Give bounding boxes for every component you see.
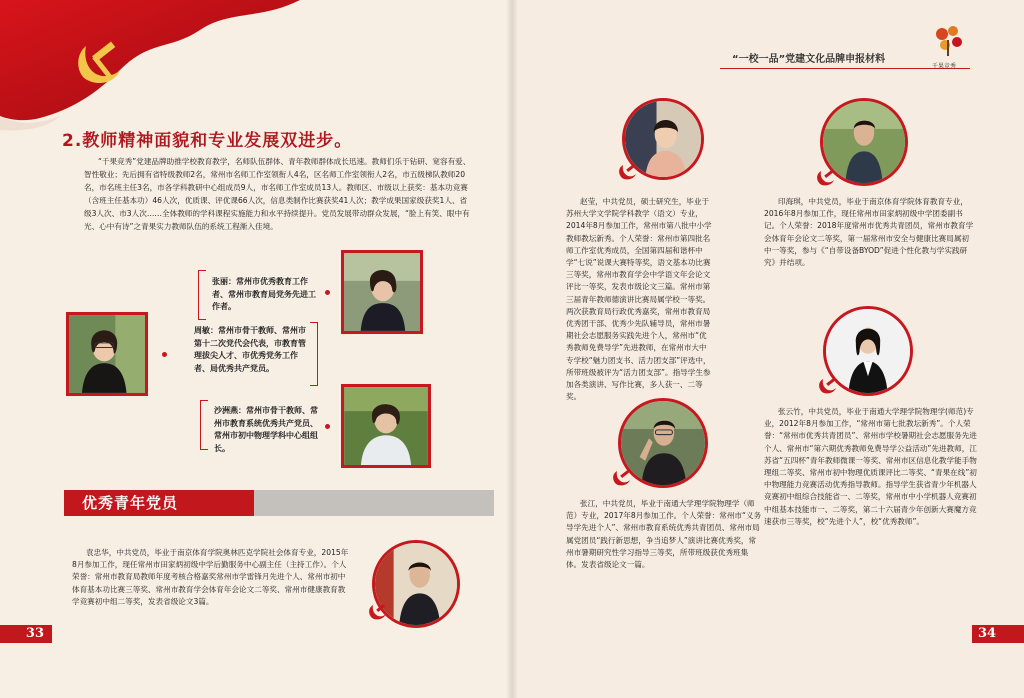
party-flag-graphic — [0, 0, 300, 140]
section-title: 2.教师精神面貌和专业发展双进步。 — [62, 131, 353, 151]
caption-bracket — [198, 270, 206, 320]
connector-dot — [325, 424, 330, 429]
caption-bracket — [200, 400, 208, 450]
hammer-sickle-icon — [612, 470, 632, 486]
member-bio-zhangyunzhu: 张云竹，中共党员，毕业于南通大学理学院物理学(师范)专业，2012年8月参加工作，“常州市第七批教坛新秀”。个人荣誉：“常州市优秀共青团员”、常州市学校暑期社会志愿服务先进个人、常州市“第六期优秀教师免费导学公益活动”先进教师，江苏省“五四杯”青年教师微课一等奖、常州市区信息化教学能手物理组二等奖、常州市初中物理优质课评比二等奖、“青果在线”初中物理能力竞赛活动优秀指导教师。指导学生获省青少年机器人竞赛初中组综合技能省一、二等奖，常州市中小学机器人竞赛初中组基本技能市一、二等奖，第二十六届青少年创新大赛魔方竞速获市三等奖，校“先进个人”，校“优秀教师”。 — [764, 407, 977, 526]
member-bio-yuanzhonghua: 袁忠华，中共党员，毕业于南京体育学院奥林匹克学院社会体育专业，2015年8月参加工作，现任常州市田家炳初级中学后勤服务中心副主任（主持工作）。个人荣誉：常州市教育局教师年度考核合格嘉奖常州市学雷锋月先进个人、常州市初中体育基本功比赛三等奖、常州市教育学会体育年会论文二等奖、常州市健康教育教学竞赛初中组二等奖，发表省级论文3篇。 — [72, 548, 349, 606]
page-number-left: 33 — [0, 625, 52, 643]
banner-label: 优秀青年党员 — [64, 490, 254, 516]
hammer-sickle-icon — [818, 378, 838, 394]
teacher-photo-zhoumin — [66, 312, 148, 396]
member-bio-zhangjiang: 张江，中共党员，毕业于南通大学理学院物理学（师范）专业，2017年8月参加工作。个人荣誉：常州市“义务导学先进个人”、常州市教育系统优秀共青团员、常州市局属党团员“践行新思想，争当追梦人”演讲比赛优秀奖，常州市暑期研究性学习指导三等奖，所带班级获优秀班集体。发表省级论文一篇。 — [566, 499, 762, 570]
caption-bracket — [310, 322, 318, 386]
connector-dot — [325, 290, 330, 295]
brand-logo-caption: 千果竞秀 — [932, 63, 957, 70]
teacher-photo-shazhouyan — [341, 384, 431, 468]
connector-dot — [162, 352, 167, 357]
teacher-photo-zhangli — [341, 250, 423, 334]
portrait-image — [344, 387, 428, 465]
member-bio-yinhaiqi: 印海琪，中共党员，毕业于南京体育学院体育教育专业，2016年8月参加工作，现任常州市田家炳初级中学团委副书记。个人荣誉：2018年度常州市优秀共青团员，常州市教育学会体育年会论文二等奖，第一届常州市安全与健康比赛局属初中一等奖，参与《“自带设备BYOD”促进个性化教与学实践研究》并结项。 — [764, 197, 974, 268]
teacher-caption-zhangli: 张丽：常州市优秀教育工作者、常州市教育局党务先进工作者。 — [212, 277, 316, 311]
hammer-sickle-icon — [368, 604, 388, 620]
portrait-image — [69, 315, 145, 393]
hammer-sickle-icon — [816, 170, 836, 186]
banner-bar — [254, 490, 494, 516]
teacher-caption-shazhouyan: 沙洲燕：常州市骨干教师、常州市教育系统优秀共产党员、常州市初中物理学科中心组组长。 — [214, 406, 318, 453]
section-intro: “千果竞秀”党建品牌助推学校教育教学，名师队伍群体、青年教师群体成长迅速。教师们乐于钻研、宽容有爱、智性敬业；先后拥有省特级教师2名，常州市名师工作室领衔人4名，区名师工作室领衔人2名，市五级梯队教师20名，市名班主任3名，市各学科教研中心组成员9人，市名师工作室成员13人。教师区、市级以上获奖：基本功竞赛（含班主任基本功）46人次，优质课、评优课66人次，信息类制作比赛获奖41人次；教学成果国家级获奖1人、省级3人次、市3人次……全体教师的学科课程实施能力和水平持续提升。党员发展带动群众发展，“脸上有笑、眼中有光、心中有诗”之青果实力教师队伍的系统工程渐入佳境。 — [84, 157, 471, 231]
party-flag — [0, 0, 300, 140]
portrait-image — [621, 401, 705, 485]
portrait-image — [344, 253, 420, 331]
page-number-right: 34 — [972, 625, 1024, 643]
portrait-image — [826, 309, 910, 393]
hammer-sickle-icon — [618, 164, 638, 180]
document-header-title: “一校一品”党建文化品牌申报材料 — [732, 54, 886, 65]
book-spine — [506, 0, 518, 698]
member-bio-zhaoying: 赵莹，中共党员，硕士研究生，毕业于苏州大学文学院学科教学（语文）专业，2014年8月参加工作，常州市第八批中小学教师教坛新秀。个人荣誉：常州市第四批名师工作室优秀成员，全国第四届和谐杯中学“七说”说课大赛特等奖，语文基本功比赛三等奖，常州市教育学会中学语文年会论文评比一等奖，发表市级论文三篇。常州市第三届青年教师德演讲比赛局属学校一等奖。两次获教育局行政优秀嘉奖，常州市教育局优秀团干部、优秀少先队辅导员，常州市暑期社会志愿服务实践先进个人，常州市“优秀教师免费导学”先进教师，在常州市大中专学校“魅力团支书、活力团支部”评选中，所带班级被评为“活力团支部”。指导学生参加各类演讲、写作比赛，多人获一、二等奖。 — [566, 197, 712, 402]
section-banner — [64, 490, 494, 516]
teacher-caption-zhoumin: 周敏：常州市骨干教师、常州市第十二次党代会代表，市教育管理拔尖人才、市优秀党务工作者、局优秀共产党员。 — [194, 326, 306, 373]
brand-logo-icon — [930, 22, 966, 58]
